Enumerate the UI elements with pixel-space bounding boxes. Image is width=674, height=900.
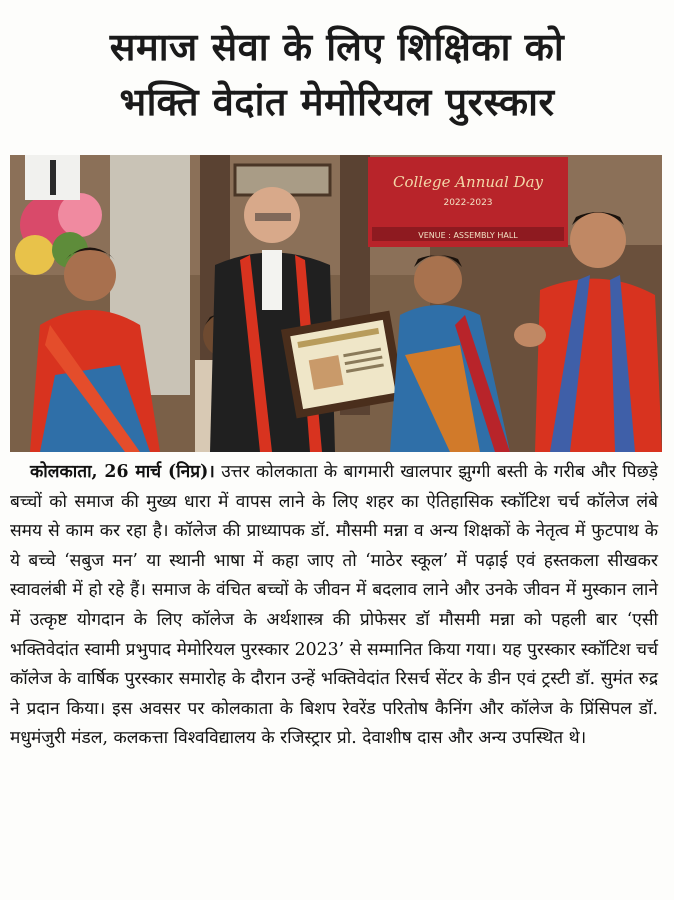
dateline: कोलकाता, 26 मार्च (निप्र)। bbox=[30, 462, 215, 482]
banner-venue: VENUE : ASSEMBLY HALL bbox=[418, 231, 518, 240]
article-body bbox=[10, 458, 658, 754]
article-text: उत्तर कोलकाता के बागमारी खालपार झुग्गी बस्ती के गरीब और पिछड़े बच्चों को समाज की मुख्य धारा में वापस लाने के लिए शहर का ऐतिहासिक स्कॉटिश चर्च कॉलेज लंबे समय से काम कर रहा है। कॉलेज की प्राध्यापक डॉ. मौसमी मन्ना व अन्य शिक्षकों के नेतृत्व में फुटपाथ के ये बच्चे ‘सबुज मन’ या स्थानी भाषा में कहा जाए तो ‘माठेर स्कूल’ में पढ़ाई एवं हस्तकला सीखकर स्वावलंबी में हो रहे हैं। समाज के वंचित बच्चों के जीवन में बदलाव लाने और उनके जीवन में मुस्कान लाने में उत्कृष्ट योगदान के लिए कॉलेज के अर्थशास्त्र की प्रोफेसर डॉ मौसमी मन्ना को पहली बार ‘एसी भक्तिवेदांत स्वामी प्रभुपाद मेमोरियल पुरस्कार 2023’ से सम्मानित किया गया। यह पुरस्कार स्कॉटिश चर्च कॉलेज के वार्षिक पुरस्कार समारोह के दौरान उन्हें भक्तिवेदांत रिसर्च सेंटर के डीन एवं ट्रस्टी डॉ. सुमंत रुद्र ने प्रदान किया। इस अवसर पर कोलकाता के बिशप रेवरेंड परितोष कैनिंग और कॉलेज के प्रिंसिपल डॉ. मधुमंजुरी मंडल, कलकत्ता विश्वविद्यालय के रजिस्ट्रार प्रो. देवाशीष दास और अन्य उपस्थित थे। bbox=[10, 462, 658, 749]
banner-title: College Annual Day bbox=[393, 173, 543, 191]
award-ceremony-illustration bbox=[10, 155, 662, 452]
banner-year: 2022-2023 bbox=[443, 198, 493, 208]
headline-line-2: भक्ति वेदांत मेमोरियल पुरस्कार bbox=[119, 80, 555, 124]
headline bbox=[0, 20, 674, 130]
headline-line-1: समाज सेवा के लिए शिक्षिका को bbox=[109, 25, 565, 69]
news-photo bbox=[10, 155, 662, 452]
article-paragraph bbox=[10, 458, 658, 754]
